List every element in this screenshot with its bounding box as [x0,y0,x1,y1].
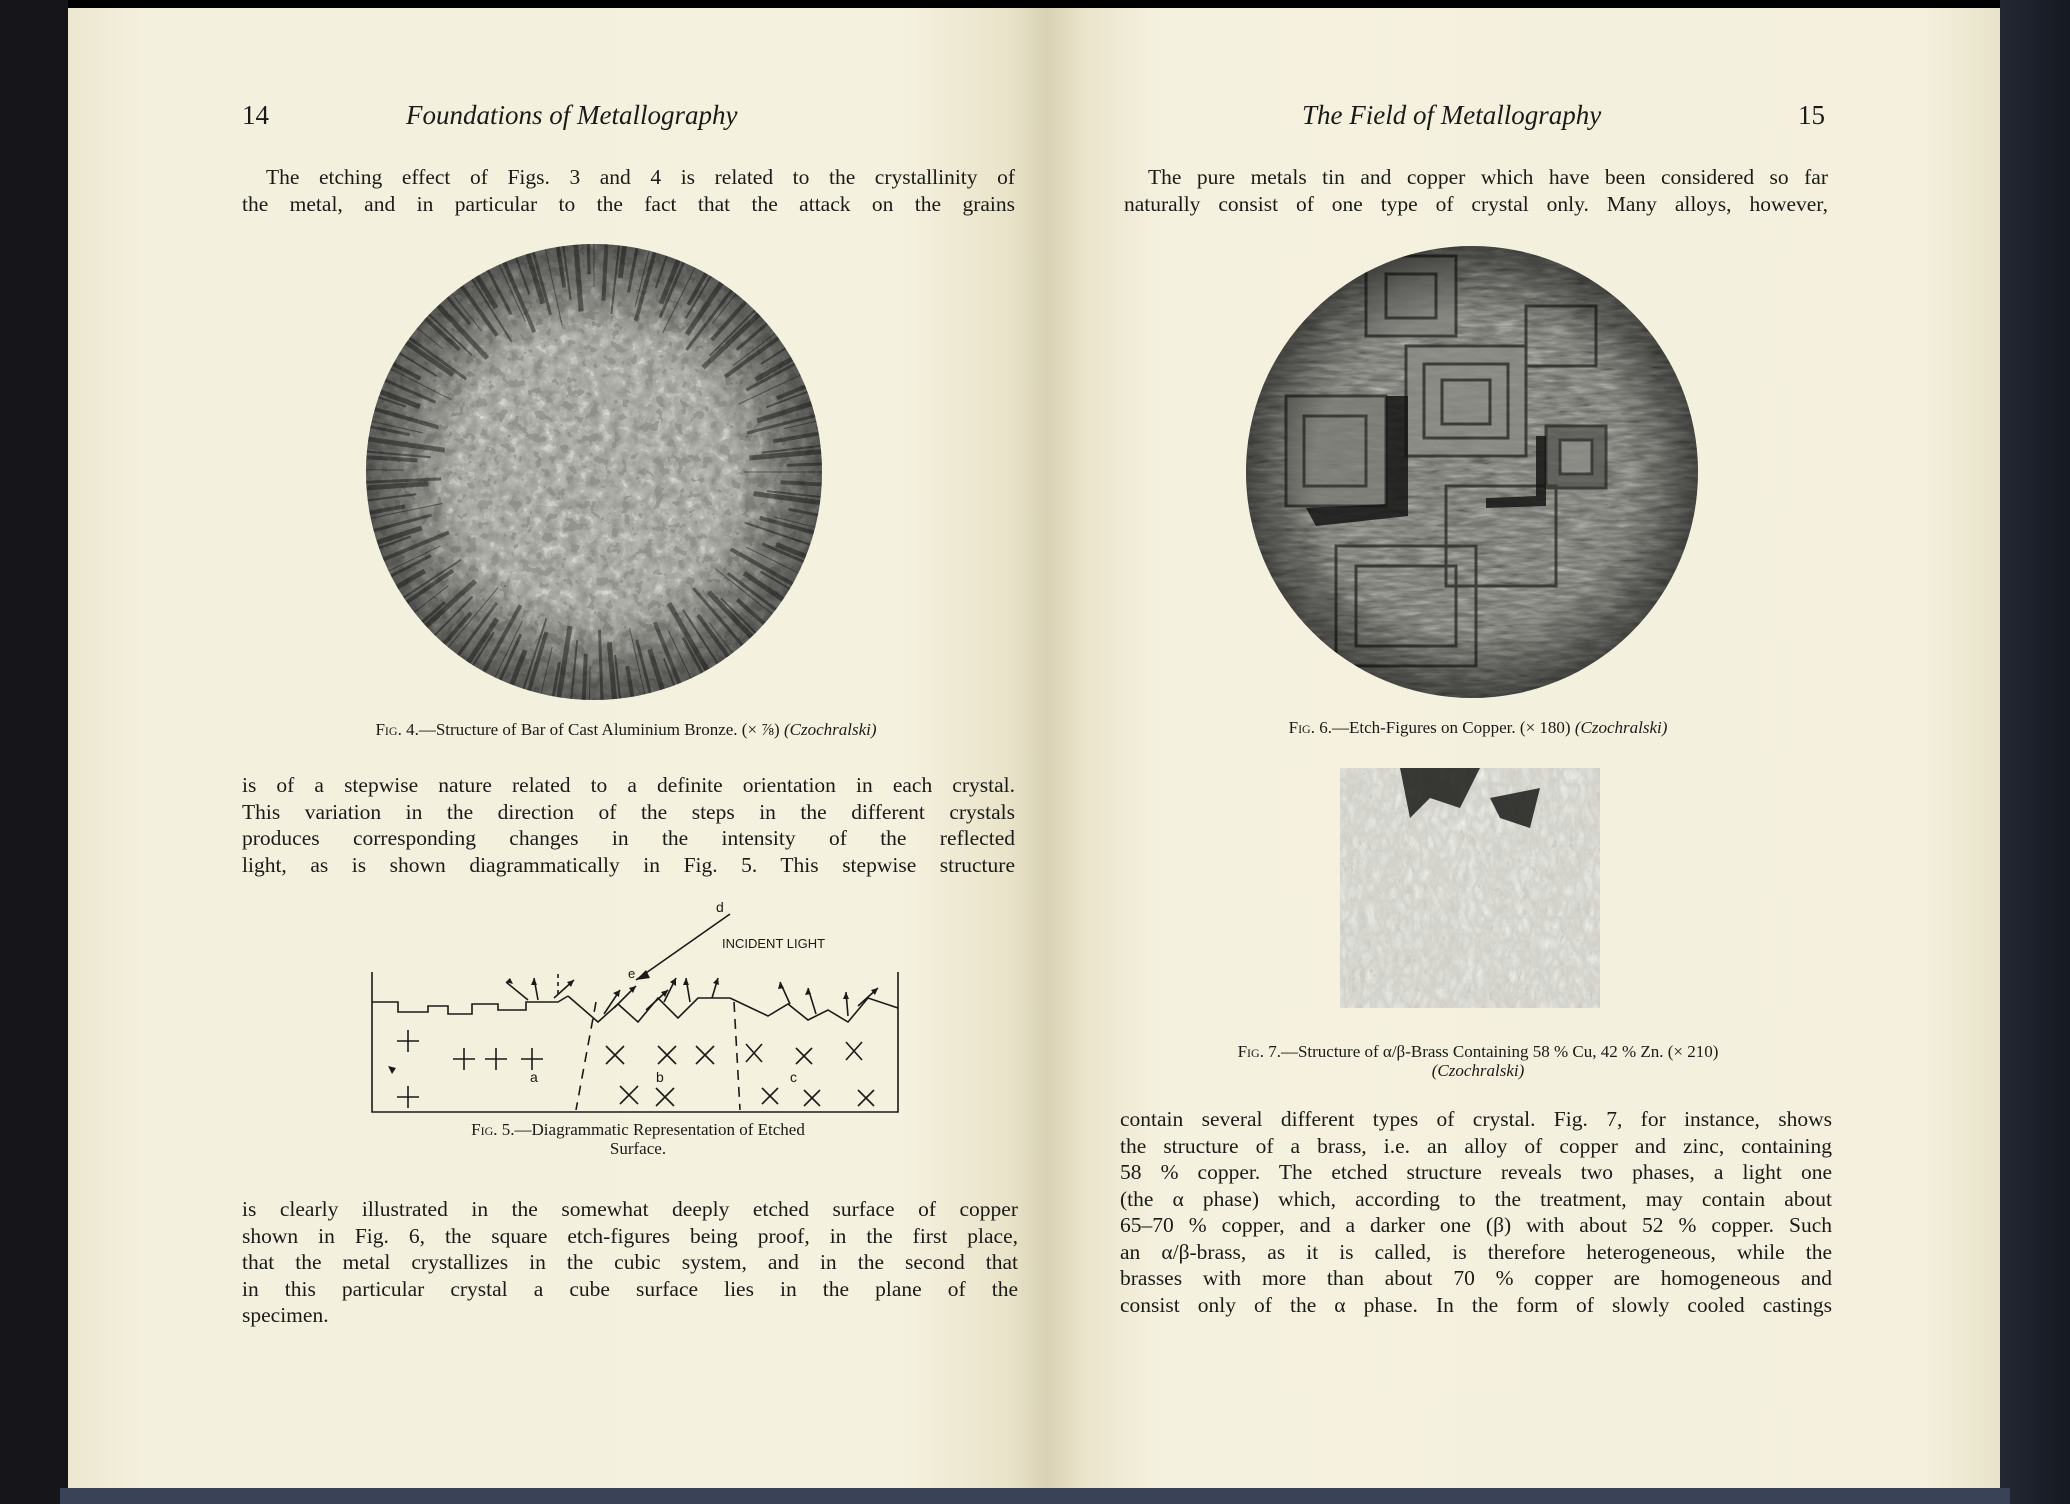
fig6-caption [1168,718,1788,737]
fig4-label: Fig. 4. [375,720,419,739]
paragraph-top [1124,164,1828,217]
text-line: light, as is shown diagrammatically in Fig. 5. This stepwise structure [242,852,1015,877]
fig6-label: Fig. 6. [1288,718,1332,737]
text-line: is clearly illustrated in the somewhat deeply etched surface of copper [242,1197,1018,1221]
fig4-micrograph [366,244,822,700]
fig7-micrograph [1340,768,1600,1008]
page-number: 14 [242,100,269,130]
text-line: the metal, and in particular to the fact that the attack on the grains [242,191,1015,216]
fig5-text-line1: —Diagrammatic Representation of Etched [514,1120,805,1139]
fig4-text: —Structure of Bar of Cast Aluminium Bronze. (× ⅞) [418,720,784,739]
text-line: in this particular crystal a cube surface lies in the plane of the [242,1276,1018,1301]
book-cover-bottom-edge [60,1488,2010,1504]
fig7-caption [1128,1042,1828,1080]
text-line: an α/β-brass, as it is called, is therefore heterogeneous, while the [1120,1239,1832,1264]
fig5-label-d: d [716,899,724,915]
text-line: the structure of a brass, i.e. an alloy of copper and zinc, containing [1120,1133,1832,1158]
text-line: brasses with more than about 70 % copper are homogeneous and [1120,1266,1832,1290]
text-line: that the metal crystallizes in the cubic system, and in the second that [242,1250,1018,1274]
fig4-author: (Czochralski) [783,720,877,739]
text-line: The pure metals tin and copper which have been considered so far [1148,165,1828,189]
fig5-label-b: b [656,1069,664,1085]
fig5-diagram [368,898,908,1118]
text-line: This variation in the direction of the steps in the different crystals [242,799,1015,824]
text-line: consist only of the α phase. In the form of slowly cooled castings [1120,1292,1832,1317]
book-cover-right-edge [2000,0,2070,1504]
fig5-text-line2: Surface. [609,1139,667,1158]
fig7-label: Fig. 7. [1237,1042,1281,1061]
fig6-author: (Czochralski) [1574,718,1668,737]
fig5-label: Fig. 5. [471,1120,515,1139]
text-line: shown in Fig. 6, the square etch-figures being proof, in the first place, [242,1223,1018,1248]
fig5-label-c: c [790,1069,797,1085]
fig5-label-incident-light: INCIDENT LIGHT [722,936,826,951]
page-number: 15 [1798,100,1825,130]
running-title: The Field of Metallography [1302,100,1602,130]
left-page [68,8,1048,1496]
text-line: (the α phase) which, according to the treatment, may contain about [1120,1186,1832,1211]
fig5-label-e: e [628,966,636,981]
paragraph-top [242,164,1015,217]
text-line: 58 % copper. The etched structure reveals two phases, a light one [1120,1160,1832,1184]
text-line: is of a stepwise nature related to a definite orientation in each crystal. [242,773,1015,797]
fig5-label-a: a [530,1069,538,1085]
text-line: contain several different types of crystal. Fig. 7, for instance, shows [1120,1107,1832,1131]
fig4-caption [266,720,986,739]
text-line: The etching effect of Figs. 3 and 4 is related to the crystallinity of [266,165,1015,189]
paragraph-bottom [242,1196,1018,1329]
fig5-caption [368,1120,908,1158]
paragraph-middle [242,772,1015,878]
fig6-text: —Etch-Figures on Copper. (× 180) [1331,718,1575,737]
right-page [1048,8,2000,1496]
text-line: specimen. [242,1303,329,1327]
text-line: naturally consist of one type of crystal only. Many alloys, however, [1124,191,1828,216]
fig7-text-line1: —Structure of α/β-Brass Containing 58 % Cu, 42 % Zn. (× 210) [1280,1042,1719,1061]
book-cover-left-edge [0,0,68,1504]
text-line: 65–70 % copper, and a darker one (β) with about 52 % copper. Such [1120,1213,1832,1237]
fig6-micrograph [1246,246,1698,698]
paragraph-bottom [1120,1106,1832,1318]
text-line: produces corresponding changes in the intensity of the reflected [242,826,1015,850]
running-title: Foundations of Metallography [406,100,738,130]
fig7-author: (Czochralski) [1431,1061,1525,1080]
